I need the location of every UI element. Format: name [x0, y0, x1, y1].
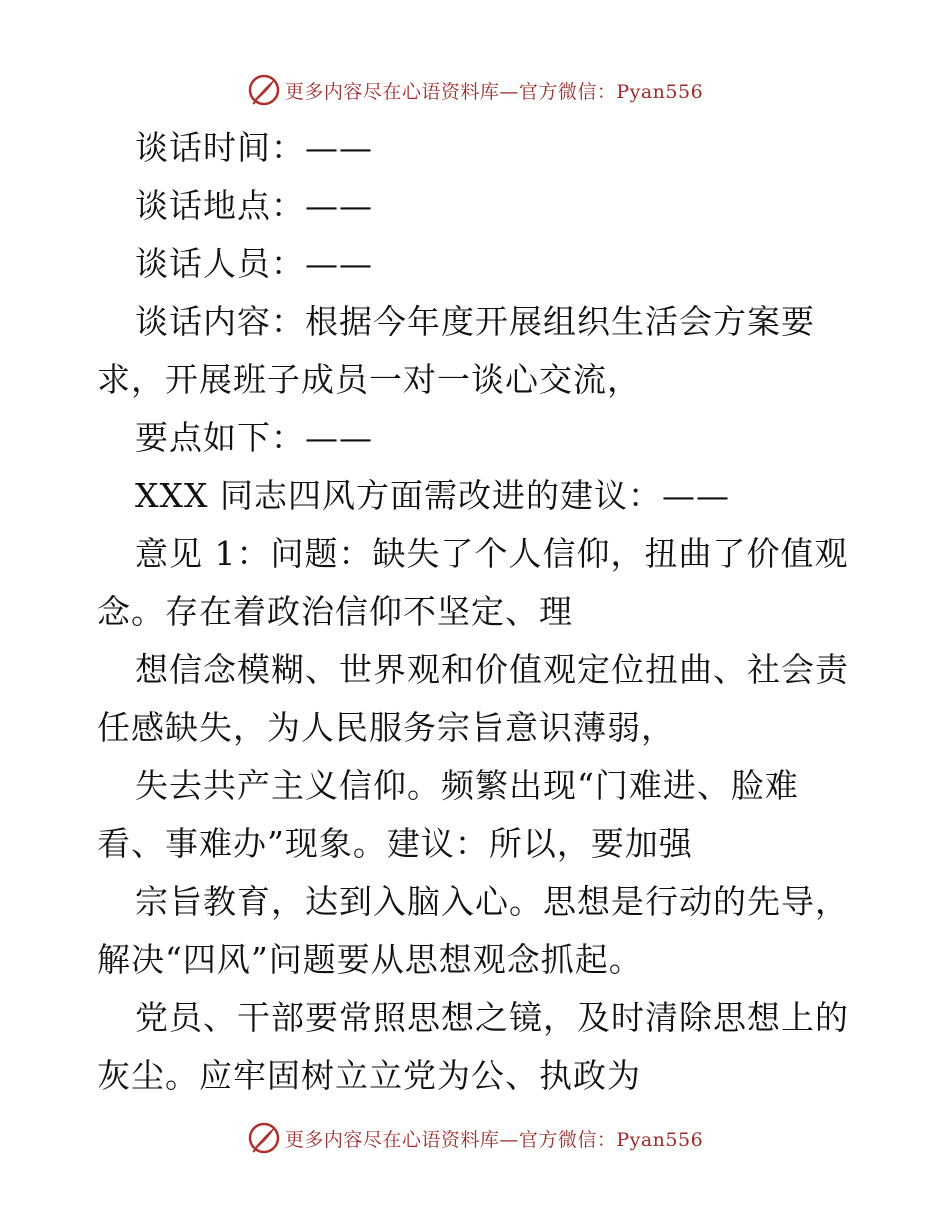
document-line: 任感缺失，为人民服务宗旨意识薄弱，	[97, 708, 675, 747]
footer-banner-text: 更多内容尽在心语资料库—官方微信：Pyan556	[284, 1128, 704, 1151]
document-line: 意见 1：问题：缺失了个人信仰，扭曲了价值观	[135, 534, 849, 573]
document-line: 灰尘。应牢固树立立党为公、执政为	[97, 1056, 641, 1095]
document-line: 谈话人员：——	[135, 244, 373, 283]
quill-logo-icon	[247, 1121, 281, 1155]
document-line: 求，开展班子成员一对一谈心交流，	[97, 360, 641, 399]
document-body	[97, 119, 857, 1105]
document-line: 谈话地点：——	[135, 186, 373, 225]
document-line: XXX 同志四风方面需改进的建议：——	[135, 476, 730, 515]
header-banner-text: 更多内容尽在心语资料库—官方微信：Pyan556	[284, 80, 704, 103]
document-line: 失去共产主义信仰。频繁出现“门难进、脸难	[135, 766, 799, 805]
document-line: 看、事难办”现象。建议：所以，要加强	[97, 824, 693, 863]
document-line: 解决“四风”问题要从思想观念抓起。	[97, 940, 643, 979]
quill-logo-icon	[247, 73, 281, 107]
document-line: 要点如下：——	[135, 418, 373, 457]
header-watermark-banner	[0, 70, 950, 110]
document-line: 念。存在着政治信仰不坚定、理	[97, 592, 573, 631]
document-line: 谈话内容：根据今年度开展组织生活会方案要	[135, 302, 815, 341]
document-line: 宗旨教育，达到入脑入心。思想是行动的先导，	[135, 882, 849, 921]
document-line: 谈话时间：——	[135, 128, 373, 167]
footer-watermark-banner	[0, 1118, 950, 1158]
document-line: 党员、干部要常照思想之镜，及时清除思想上的	[135, 998, 849, 1037]
document-line: 想信念模糊、世界观和价值观定位扭曲、社会责	[135, 650, 849, 689]
